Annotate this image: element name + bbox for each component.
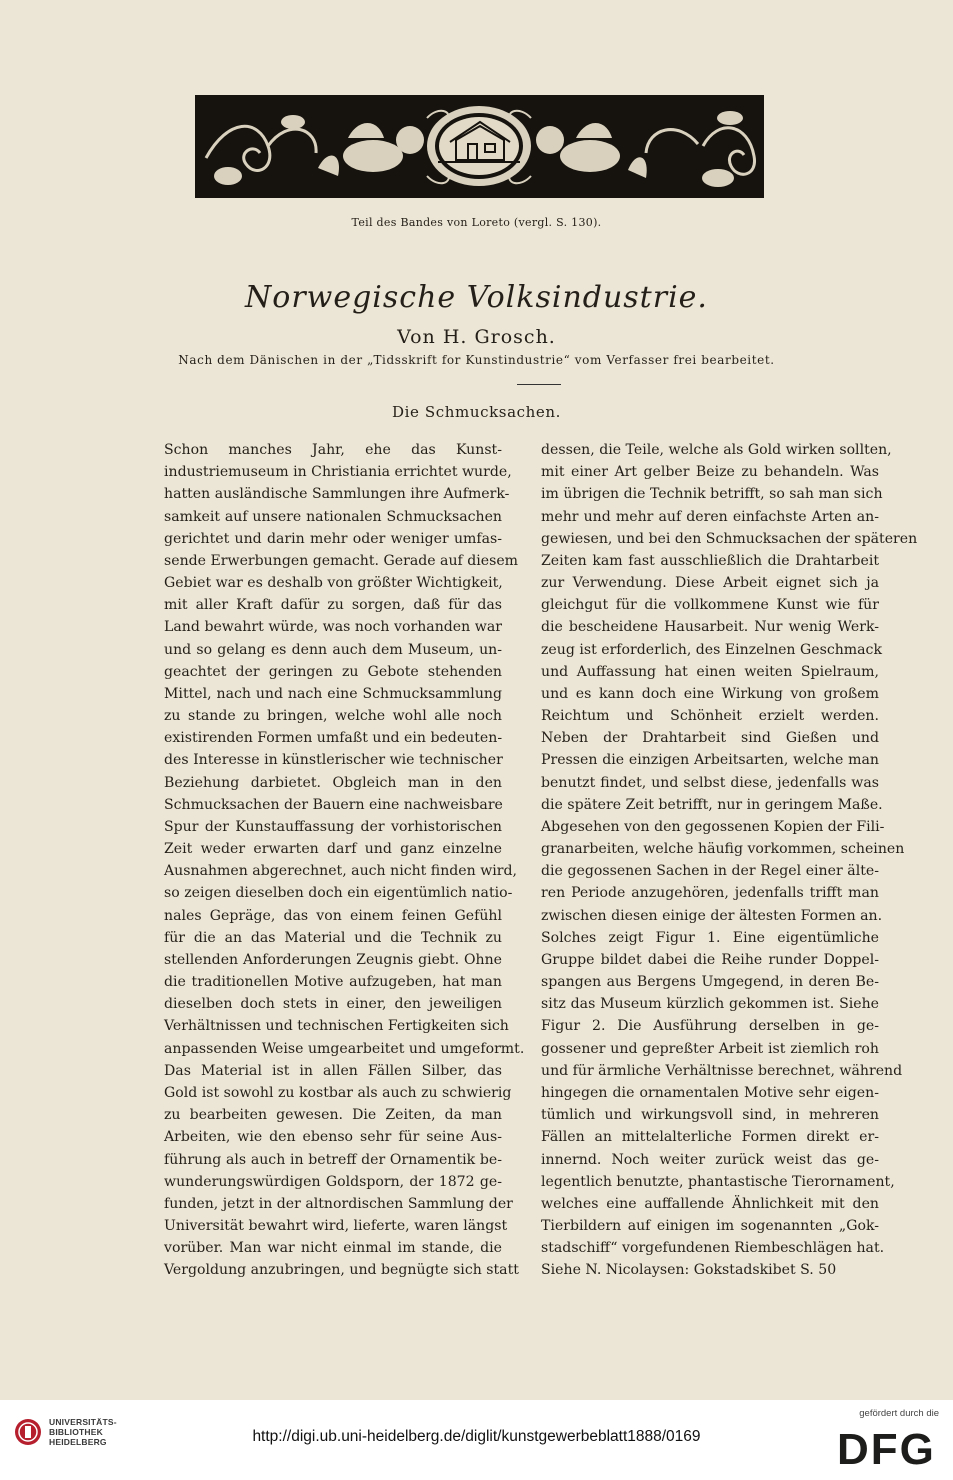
text-line: Gebiet war es deshalb von größter Wichtigkeit, (164, 575, 503, 592)
text-line: führung als auch in betreff der Ornamentik be- (164, 1151, 502, 1168)
text-line: für die an das Material und die Technik zu (164, 929, 502, 946)
text-line: die traditionellen Motive aufzugeben, hat man (164, 974, 502, 991)
text-line: wunderungswürdigen Goldsporn, der 1872 ge- (164, 1173, 502, 1190)
text-line: Reichtum und Schönheit erzielt werden. (541, 708, 879, 725)
banner-caption: Teil des Bandes von Loreto (vergl. S. 130). (351, 216, 602, 229)
text-line: Ausnahmen abgerechnet, auch nicht finden wird, (164, 863, 518, 880)
text-line: Zeiten kam fast ausschließlich die Drahtarbeit (541, 552, 879, 569)
text-line: innernd. Noch weiter zurück weist das ge- (541, 1151, 879, 1168)
text-line: Mittel, nach und nach eine Schmucksammlung (164, 685, 502, 702)
text-line: Fällen an mittelalterliche Formen direkt er- (541, 1129, 879, 1146)
text-line: hatten ausländische Sammlungen ihre Aufmerk- (164, 486, 510, 503)
text-line: legentlich benutzte, phantastische Tierornament, (541, 1173, 895, 1190)
dfg-logo[interactable] (837, 1424, 939, 1468)
text-line: anpassenden Weise umgearbeitet und umgeformt. (164, 1040, 525, 1057)
digitization-footer (0, 1400, 953, 1480)
text-line: gerichtet und darin mehr oder weniger umfas- (164, 530, 502, 547)
permalink-url[interactable]: http://digi.ub.uni-heidelberg.de/diglit/kunstgewerbeblatt1888/0169 (252, 1428, 701, 1445)
text-line: samkeit auf unsere nationalen Schmucksachen (164, 508, 502, 525)
section-heading: Die Schmucksachen. (392, 403, 561, 421)
text-line: Das Material ist in allen Fällen Silber, das (164, 1062, 502, 1079)
text-line: benutzt findet, und selbst diese, jedenfalls was (541, 774, 879, 791)
text-line: die spätere Zeit betrifft, nur in geringem Maße. (541, 796, 883, 813)
text-line: granarbeiten, welche häufig vorkommen, scheinen (541, 841, 905, 858)
text-line: sitz das Museum kürzlich gekommen ist. Siehe (541, 996, 879, 1013)
text-line: so zeigen dieselben doch ein eigentümlich natio- (164, 885, 513, 902)
text-line: Schmucksachen der Bauern eine nachweisbare (164, 796, 503, 813)
text-line: gossener und gepreßter Arbeit ist ziemlich roh (541, 1040, 879, 1057)
text-column-right (541, 439, 918, 1282)
text-line: dessen, die Teile, welche als Gold wirken sollten, (541, 442, 892, 458)
text-line: zeug ist erforderlich, des Einzelnen Geschmack (541, 641, 882, 658)
text-line: Gold ist sowohl zu kostbar als auch zu schwierig (164, 1084, 512, 1101)
text-line: stadschiff“ vorgefundenen Riembeschlägen hat. (541, 1240, 885, 1257)
text-line: Land bewahrt würde, was noch vorhanden war (164, 619, 502, 636)
text-line: Tierbildern auf einigen im sogenannten „Gok- (541, 1218, 879, 1235)
article-subtitle: Nach dem Dänischen in der „Tidsskrift for Kunstindustrie“ vom Verfasser frei bearbeitet. (178, 353, 775, 367)
text-line: gleichgut für die vollkommene Kunst wie für (541, 597, 879, 614)
text-line: und so gelang es denn auch dem Museum, un- (164, 641, 502, 658)
text-line: Verhältnissen und technischen Fertigkeiten sich (164, 1018, 509, 1035)
text-line: zu stande zu bringen, welche wohl alle noch (164, 708, 502, 725)
text-line: und Auffassung hat einen weiten Spielraum, (541, 663, 879, 680)
text-line: Pressen die einzigen Arbeitsarten, welche man (541, 752, 879, 769)
text-line: vorüber. Man war nicht einmal im stande, die (164, 1240, 502, 1257)
text-line: die gegossenen Sachen in der Regel einer älte- (541, 863, 879, 880)
text-line: im übrigen die Technik betrifft, so sah man sich (541, 486, 883, 503)
text-line: des Interesse in künstlerischer wie technischer (164, 752, 503, 769)
text-line: Beziehung darbietet. Obgleich man in den (164, 774, 502, 791)
text-line: tümlich und wirkungsvoll sind, in mehreren (541, 1107, 879, 1124)
text-line: Neben der Drahtarbeit sind Gießen und (541, 730, 879, 747)
text-line: Solches zeigt Figur 1. Eine eigentümliche (541, 929, 879, 946)
text-line: mit aller Kraft dafür zu sorgen, daß für das (164, 597, 502, 614)
text-line: sende Erwerbungen gemacht. Gerade auf diesem (164, 552, 519, 569)
article-author: Von H. Grosch. (397, 326, 556, 348)
text-line: hingegen die ornamentalen Motive sehr eigen- (541, 1084, 879, 1101)
text-line: Schon manches Jahr, ehe das Kunst- (164, 442, 502, 458)
text-line: industriemuseum in Christiania errichtet wurde, (164, 464, 512, 481)
text-line: spangen aus Bergens Umgegend, in deren Be- (541, 974, 879, 991)
text-line: funden, jetzt in der altnordischen Sammlung der (164, 1195, 513, 1212)
text-line: zur Verwendung. Diese Arbeit eignet sich ja (541, 575, 879, 592)
text-line: welches eine auffallende Ähnlichkeit mit den (541, 1195, 879, 1212)
ub-logo-line: BIBLIOTHEK (49, 1427, 103, 1437)
text-line: zu bearbeiten gewesen. Die Zeiten, da man (164, 1107, 502, 1124)
title-divider (517, 384, 561, 385)
text-line: und für ärmliche Verhältnisse berechnet, während (541, 1062, 903, 1079)
ornament-banner (195, 95, 764, 198)
text-line: Abgesehen von den gegossenen Kopien der Fili- (541, 818, 885, 835)
text-line: die bescheidene Hausarbeit. Nur wenig Werk- (541, 619, 879, 636)
ornament-illustration (198, 98, 761, 195)
text-line: Spur der Kunstauffassung der vorhistorischen (164, 818, 502, 835)
text-line: Gruppe bildet dabei die Reihe runder Doppel- (541, 951, 879, 968)
ub-logo-line: UNIVERSITÄTS- (49, 1417, 117, 1427)
text-line: ren Periode anzugehören, jedenfalls trifft man (541, 885, 879, 902)
dfg-funding-label: gefördert durch die (859, 1408, 939, 1419)
text-column-left (164, 439, 525, 1282)
text-line: Zeit weder erwarten darf und ganz einzelne (164, 841, 502, 858)
text-line: Universität bewahrt wird, lieferte, waren längst (164, 1218, 508, 1235)
text-line: und es kann doch eine Wirkung von großem (541, 685, 879, 702)
text-line: Figur 2. Die Ausführung derselben in ge- (541, 1018, 879, 1035)
text-line: stellenden Anforderungen Zeugnis giebt. Ohne (164, 951, 502, 968)
text-line: gewiesen, und bei den Schmucksachen der späteren (541, 530, 918, 547)
text-line: nales Gepräge, das von einem feinen Gefühl (164, 907, 502, 924)
ub-logo-line: HEIDELBERG (49, 1437, 107, 1447)
text-line: existirenden Formen umfaßt und ein bedeuten- (164, 730, 503, 747)
dfg-logo-text: DFG (837, 1425, 936, 1468)
article-title: Norwegische Volksindustrie. (245, 280, 708, 315)
text-line: zwischen diesen einige der ältesten Formen an. (541, 907, 883, 924)
text-line: geachtet der geringen zu Gebote stehenden (164, 663, 502, 680)
text-line: Vergoldung anzubringen, und begnügte sich statt (164, 1262, 519, 1279)
text-line: mehr und mehr auf deren einfachste Arten an- (541, 508, 879, 525)
text-line: Siehe N. Nicolaysen: Gokstadskibet S. 50 (541, 1262, 837, 1279)
text-line: mit einer Art gelber Beize zu behandeln. Was (541, 464, 879, 481)
text-line: Arbeiten, wie den ebenso sehr für seine Aus- (164, 1129, 502, 1146)
text-line: dieselben doch stets in einer, den jeweiligen (164, 996, 502, 1013)
